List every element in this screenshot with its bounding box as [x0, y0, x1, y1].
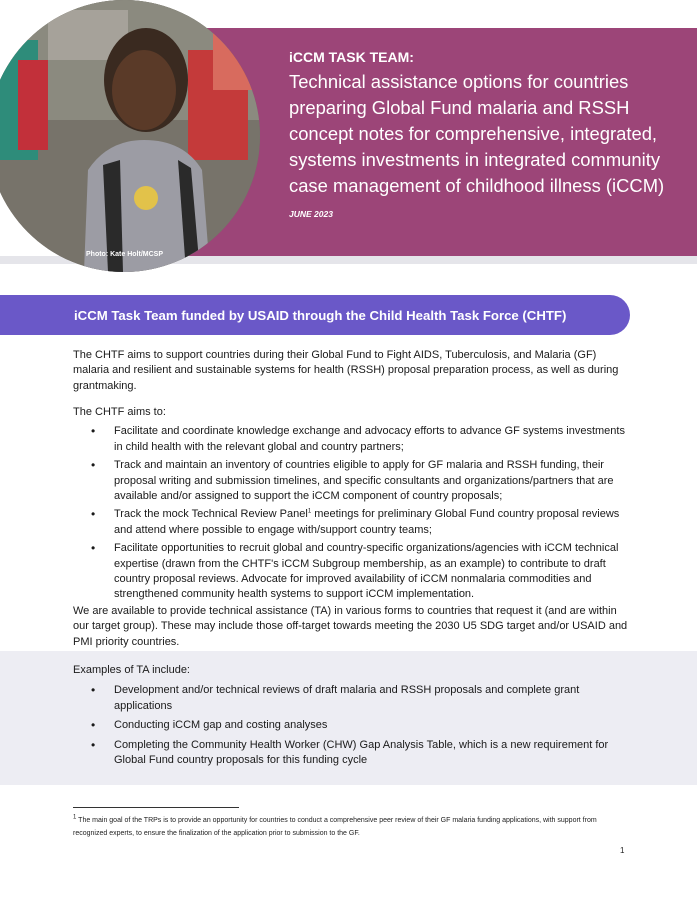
bullet: • [91, 737, 96, 752]
list-item [73, 507, 633, 538]
footnote-ref: 1 [307, 508, 312, 515]
footnote-text: The main goal of the TRPs is to provide an opportunity for countries to conduct a comprehensive peer review of their GF malaria funding applications, with support from recognized experts, to ensure the finalization of the application prior to submission to the GF. [73, 817, 597, 837]
bullet: • [91, 541, 96, 556]
ta-block [73, 604, 633, 650]
examples-block [73, 663, 633, 768]
list-item [73, 424, 633, 455]
bullet: • [91, 424, 96, 439]
section-heading: iCCM Task Team funded by USAID through the Child Health Task Force (CHTF) [74, 307, 567, 323]
document-title: Technical assistance options for countries preparing Global Fund malaria and RSSH concept notes for comprehensive, integrated, systems investments in integrated community case management of childhood illness (iCCM) [289, 71, 665, 196]
trp-text-before: Track the mock Technical Review Panel [114, 508, 308, 521]
list-item [73, 738, 633, 769]
list-item-text: Completing the Community Health Worker (CHW) Gap Analysis Table, which is a new requirement for Global Fund country proposals for this funding cycle [114, 738, 609, 767]
trp-text-after: meetings for preliminary Global Fund country proposal reviews and attend where possible to engage with/support country teams; [114, 508, 620, 536]
bullet: • [91, 683, 96, 698]
list-item-text: Facilitate and coordinate knowledge exchange and advocacy efforts to advance GF systems investments in child health with the relevant global and country partners; [114, 425, 625, 453]
examples-list [73, 683, 633, 768]
footnote [73, 815, 628, 840]
list-item-text: Facilitate opportunities to recruit global and country-specific organizations/agencies with iCCM technical expertise (drawn from the CHTF's iCCM Subgroup membership, as an example) to contribute to draft country proposal reviews. Advocate for improved availability of iCCM nonmalaria commodities and strengthened community health systems to support iCCM implementation. [114, 542, 619, 601]
list-item-text: Conducting iCCM gap and costing analyses [114, 719, 328, 732]
list-item [73, 683, 633, 714]
bullet: • [91, 458, 96, 473]
list-item [73, 541, 633, 603]
list-item-text: Track and maintain an inventory of countries eligible to apply for GF malaria and RSSH funding, their proposal writing and submission timelines, and specific consultants and organizations/partners that are available and/or assigned to support the iCCM component of country proposals; [114, 459, 614, 503]
page-number: 1 [620, 846, 625, 855]
aims-block [73, 405, 633, 603]
aims-list [73, 424, 633, 602]
section-heading-bar [0, 295, 630, 335]
list-item-text [114, 508, 619, 535]
list-item [73, 458, 633, 504]
photo-credit: Photo: Kate Holt/MCSP [86, 251, 163, 258]
bullet: • [91, 718, 96, 733]
footnote-rule [73, 807, 239, 808]
list-item [73, 718, 633, 733]
ta-paragraph: We are available to provide technical assistance (TA) in various forms to countries that request it (and are within our target group). These may include those off-target towards meeting the 2030 U5 SDG target and/or USAID and PMI priority countries. [73, 605, 628, 648]
header-kicker: iCCM TASK TEAM: [289, 49, 414, 65]
aims-label: The CHTF aims to: [73, 406, 166, 418]
examples-label: Examples of TA include: [73, 664, 190, 676]
list-item-text: Development and/or technical reviews of draft malaria and RSSH proposals and complete grant applications [114, 684, 580, 712]
bullet: • [91, 507, 96, 522]
document-date: JUNE 2023 [289, 209, 333, 219]
intro-paragraph: The CHTF aims to support countries during their Global Fund to Fight AIDS, Tuberculosis, and Malaria (GF) malaria and resilient and sustainable systems for health (RSSH) proposal preparation process, as well as during grantmaking. [73, 349, 619, 392]
footnote-marker: 1 [73, 814, 77, 821]
intro-block [73, 348, 633, 394]
header-text [289, 49, 684, 219]
cover-photo [0, 0, 260, 272]
